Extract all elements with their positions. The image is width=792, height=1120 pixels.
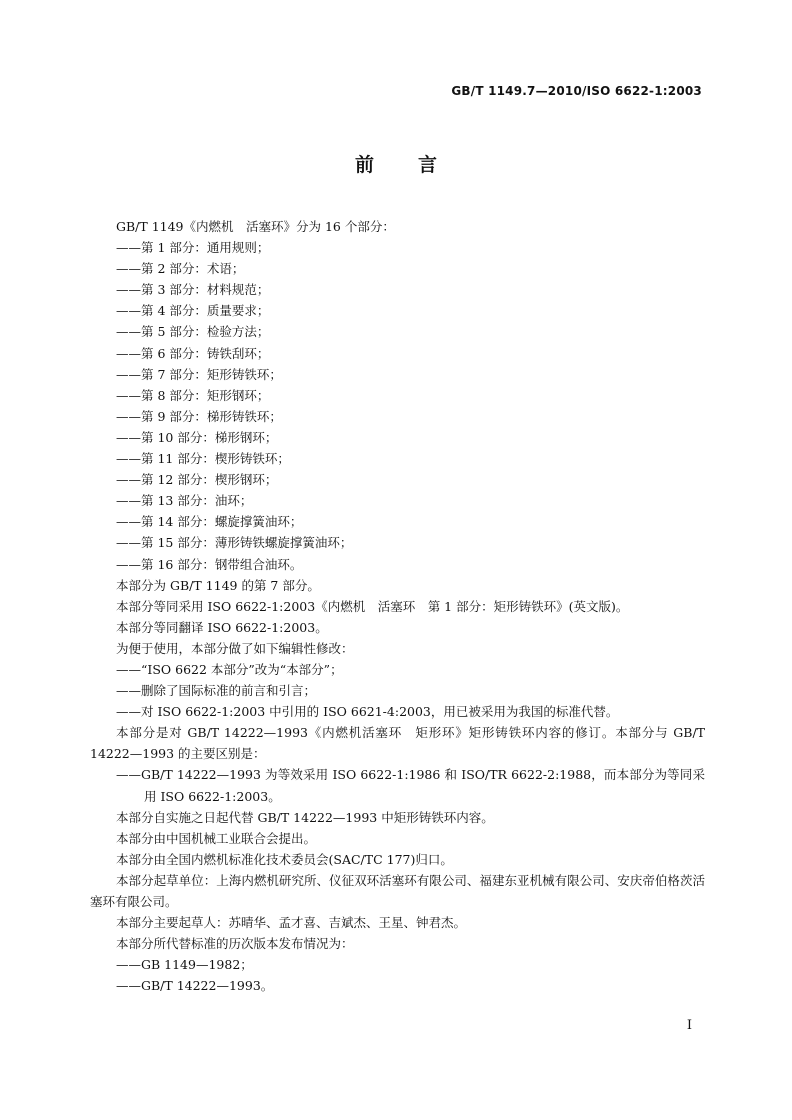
list-item: ——GB 1149—1982； — [116, 957, 253, 973]
page-number: I — [686, 1018, 692, 1033]
title-char-1: 前 — [354, 154, 374, 176]
paragraph: 本部分所代替标准的历次版本发布情况为： — [116, 936, 354, 952]
paragraph: 为便于使用，本部分做了如下编辑性修改： — [116, 640, 354, 656]
list-item: ——第 13 部分：油环； — [116, 493, 253, 509]
list-item: ——第 8 部分：矩形钢环； — [116, 387, 270, 403]
list-item: ——第 2 部分：术语； — [116, 261, 245, 277]
list-item: ——删除了国际标准的前言和引言； — [116, 683, 317, 699]
paragraph: 本部分主要起草人：苏晴华、孟才喜、吉斌杰、王星、钟君杰。 — [116, 915, 467, 931]
list-item: ——GB/T 14222—1993 为等效采用 ISO 6622-1:1986 和 ISO/TR 6622-2:1988，而本部分为等同采用 ISO 6622-1:2003。 — [116, 767, 705, 804]
list-item: ——第 11 部分：楔形铸铁环； — [116, 451, 290, 467]
list-item: ——“ISO 6622 本部分”改为“本部分”； — [116, 661, 343, 677]
list-item: ——第 7 部分：矩形铸铁环； — [116, 366, 282, 382]
list-item: ——第 14 部分：螺旋撑簧油环； — [116, 514, 303, 530]
foreword-body — [90, 216, 705, 996]
list-item: ——第 6 部分：铸铁刮环； — [116, 345, 270, 361]
paragraph: 本部分自实施之日起代替 GB/T 14222—1993 中矩形铸铁环内容。 — [116, 809, 494, 825]
list-item: ——第 3 部分：材料规范； — [116, 282, 270, 298]
list-item: ——第 15 部分：薄形铸铁螺旋撑簧油环； — [116, 535, 353, 551]
list-item: ——第 9 部分：梯形铸铁环； — [116, 408, 282, 424]
list-item: ——对 ISO 6622-1:2003 中引用的 ISO 6621-4:2003，用已被采用为我国的标准代替。 — [116, 704, 619, 720]
paragraph: 本部分为 GB/T 1149 的第 7 部分。 — [116, 577, 320, 593]
list-item: ——第 5 部分：检验方法； — [116, 324, 270, 340]
paragraph: 本部分起草单位：上海内燃机研究所、仪征双环活塞环有限公司、福建东亚机械有限公司、安庆帝伯格茨活塞环有限公司。 — [90, 872, 705, 909]
page-title — [0, 150, 792, 177]
intro-paragraph: GB/T 1149《内燃机 活塞环》分为 16 个部分： — [116, 219, 395, 234]
paragraph: 本部分是对 GB/T 14222—1993《内燃机活塞环 矩形环》矩形铸铁环内容的修订。本部分与 GB/T 14222—1993 的主要区别是： — [90, 725, 705, 762]
list-item: ——第 10 部分：梯形钢环； — [116, 429, 278, 445]
paragraph: 本部分由全国内燃机标准化技术委员会(SAC/TC 177)归口。 — [116, 851, 453, 867]
list-item: ——第 16 部分：钢带组合油环。 — [116, 556, 303, 572]
list-item: ——GB/T 14222—1993。 — [116, 978, 274, 994]
paragraph: 本部分等同翻译 ISO 6622-1:2003。 — [116, 619, 328, 635]
paragraph: 本部分由中国机械工业联合会提出。 — [116, 830, 317, 846]
paragraph: 本部分等同采用 ISO 6622-1:2003《内燃机 活塞环 第 1 部分：矩形铸铁环》(英文版)。 — [116, 598, 629, 614]
standard-id-header: GB/T 1149.7—2010/ISO 6622-1:2003 — [451, 84, 702, 98]
list-item: ——第 12 部分：楔形钢环； — [116, 472, 278, 488]
list-item: ——第 4 部分：质量要求； — [116, 303, 270, 319]
title-char-2: 言 — [418, 154, 438, 176]
list-item: ——第 1 部分：通用规则； — [116, 240, 270, 256]
